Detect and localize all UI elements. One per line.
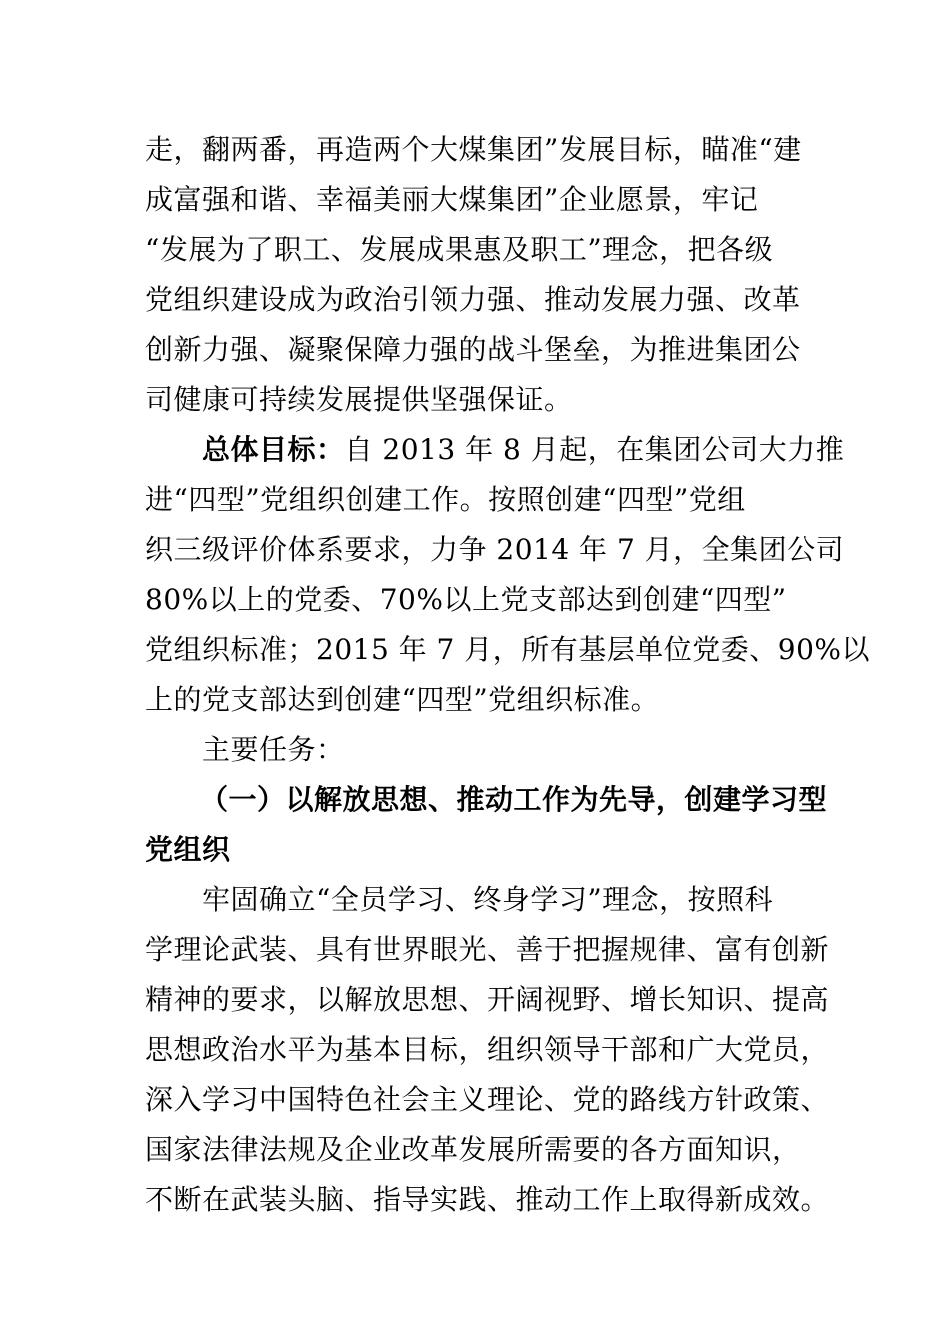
text-line: 不断在武装头脑、指导实践、推动工作上取得新成效。 <box>145 1183 830 1216</box>
section-heading-cont: 党组织 <box>145 833 231 866</box>
text-line: 司健康可持续发展提供坚强保证。 <box>145 383 573 416</box>
text-line: 创新力强、凝聚保障力强的战斗堡垒，为推进集团公 <box>145 333 801 366</box>
text-line: 国家法律法规及企业改革发展所需要的各方面知识， <box>145 1133 801 1166</box>
text-line: 精神的要求，以解放思想、开阔视野、增长知识、提高 <box>145 983 830 1016</box>
text-line: 党组织标准；2015 年 7 月，所有基层单位党委、90%以 <box>145 633 871 666</box>
text-line: 成富强和谐、幸福美丽大煤集团”企业愿景，牢记 <box>145 183 759 216</box>
text-line: 牢固确立“全员学习、终身学习”理念，按照科 <box>202 883 774 916</box>
text-line: 走，翻两番，再造两个大煤集团”发展目标，瞄准“建 <box>145 133 802 166</box>
text-line: 上的党支部达到创建“四型”党组织标准。 <box>145 683 660 716</box>
text-line: 党组织建设成为政治引领力强、推动发展力强、改革 <box>145 283 801 316</box>
goal-label: 总体目标： <box>202 433 345 466</box>
section-heading: （一）以解放思想、推动工作为先导，创建学习型 <box>200 783 828 816</box>
main-tasks-label: 主要任务： <box>202 733 345 766</box>
text-line: 织三级评价体系要求，力争 2014 年 7 月，全集团公司 <box>145 533 845 566</box>
text-line: 进“四型”党组织创建工作。按照创建“四型”党组 <box>145 483 746 516</box>
text-line: 深入学习中国特色社会主义理论、党的路线方针政策、 <box>145 1083 830 1116</box>
goal-text: 自 2013 年 8 月起，在集团公司大力推 <box>344 433 845 466</box>
text-line: 思想政治水平为基本目标，组织领导干部和广大党员， <box>145 1033 830 1066</box>
goal-first-line <box>202 428 845 472</box>
text-line: “发展为了职工、发展成果惠及职工”理念，把各级 <box>145 233 774 266</box>
text-line: 80%以上的党委、70%以上党支部达到创建“四型” <box>145 583 787 616</box>
text-line: 学理论武装、具有世界眼光、善于把握规律、富有创新 <box>145 933 830 966</box>
